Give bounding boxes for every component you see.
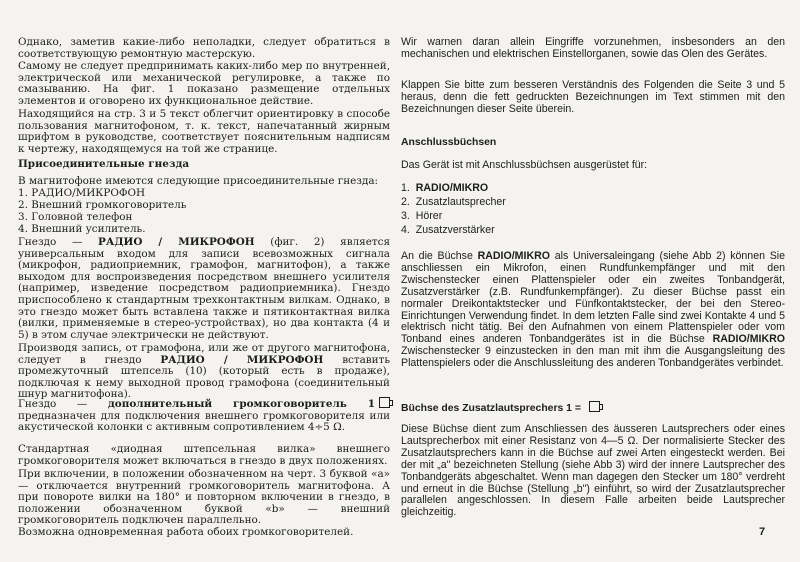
speaker-socket-icon bbox=[589, 401, 600, 412]
speaker-socket-icon bbox=[379, 397, 390, 408]
ru-heading-connectors: Присоединительные гнезда bbox=[18, 158, 190, 170]
de-list-label: Zusatzlautsprecher bbox=[415, 196, 506, 208]
de-p4-bold: RADIO/MIKRO bbox=[477, 250, 550, 262]
de-list-num: 4. bbox=[401, 224, 410, 236]
de-p4-bold-2: RADIO/MIKRO bbox=[712, 333, 785, 346]
de-list-label: Zusatzverstärker bbox=[415, 224, 495, 236]
ru-p7-rest: предназначен для подключения внешнего громкоговорителя или акустической колонки с активным сопротивлением 4÷5 Ω. bbox=[18, 409, 390, 434]
de-list-num: 1. bbox=[401, 182, 410, 194]
de-p4-mid: als Universaleingang (siehe Abb 2) können Sie anschliessen ein Mikrofon, einen Rundfunkempfänger und mit den Zwischenstecker einen Plattenspieler oder ein zweites Tonbandgerät, Zusatzverstärker (z.B. Rundfunkempfänger). Zu dieser Büchse passt ein normaler Dreikontaktstecker und Fünfkontaktstecker, der bei den Stereo-Einrichtungen Verwendung findet. In dem letzten Falle sind zwei Kontakte 4 und 5 elektrisch nicht tätig. Bei den Aufnahmen von einem Plattenspieler oder vom Tonband eines anderen Tonbandgerätes ist in die Büchse bbox=[401, 250, 786, 346]
ru-p5-lead: Гнездо — bbox=[18, 236, 99, 248]
ru-paragraph-1: Однако, заметив какие-либо неполадки, следует обратиться в соответствующую ремонтную мастерскую. bbox=[18, 36, 390, 60]
ru-paragraph-7 bbox=[18, 397, 390, 434]
ru-paragraph-10: Возможна одновременная работа обоих громкоговорителей. bbox=[18, 526, 354, 538]
de-paragraph-4 bbox=[401, 251, 785, 370]
ru-p6-rest: вставить промежуточный штепсель (10) (который есть в продаже), подключая к нему выходной провод грамофона (соединительный шнур магнитофона). bbox=[18, 353, 390, 401]
de-paragraph-2: Klappen Sie bitte zum besseren Verständnis des Folgenden die Seite 3 und 5 heraus, denn die fett gedruckten Bezeichnungen im Text stimmen mit den Bezeichnungen dieser Seite überein. bbox=[401, 79, 785, 115]
ru-list-item: 3. Головной телефон bbox=[18, 211, 133, 223]
page-number: 7 bbox=[759, 526, 766, 538]
de-heading-connectors: Anschlussbüchsen bbox=[401, 137, 497, 148]
ru-p5-rest: (фиг. 2) является универсальным входом для записи всевозможных сигнала (микрофон, радиоприемник, грамофон, магнитофон), а также выходом для воспроизведения посредством внешнего усилителя (например, изведение посредством радиоприемника). Гнездо приспособлено к стандартным трехконтактным вилкам. Однако, в это гнездо может быть вставлена также и пятиконтактная вилка (вилки, применяемые в стерео-устройствах), но два контакта (4 и 5) в этом случае электрически не действуют. bbox=[18, 236, 391, 341]
de-list-item bbox=[401, 225, 495, 237]
ru-paragraph-9: При включении, в положении обозначенном на черт. 3 буквой «а» — отключается внутренний громкоговоритель магнитофона. А при повороте вилки на 180° и повторном включении в гнездо, в положении обозначенном буквой «b» — внешний громкоговоритель подключен параллельно. bbox=[18, 468, 390, 527]
de-heading-speaker-text: Büchse des Zusatzlautsprechers 1 = bbox=[401, 403, 581, 414]
de-paragraph-5: Diese Büchse dient zum Anschliessen des äusseren Lautsprechers oder eines Lautsprecherbox mit einer Resistanz von 4—5 Ω. Der normalisierte Stecker des Zusatzlautsprechers kann in die Büchse auf zwei Arten eingesteckt werden. Bei der mit „a" bezeichneten Stellung (siehe Abb 3) wird der innere Lautsprecher des Tonbandgeräts abgeschaltet. Wenn man dagegen den Stecker um 180° verdreht und erneut in die Büchse (Stellung „b") einführt, so wird der Zusatzlautsprecher parallelen angeschlossen. In diesem Falle arbeiten beide Lautsprecher gleichzeitig. bbox=[401, 423, 785, 519]
ru-list-item: 4. Внешний усилитель. bbox=[18, 223, 146, 235]
de-list-item bbox=[401, 183, 488, 195]
de-paragraph-1: Wir warnen daran allein Eingriffe vorzunehmen, insbesonders an den mechanischen und elektrischen Einstellorganen, sowie das Olen des Gerätes. bbox=[401, 36, 785, 60]
de-list-label: Hörer bbox=[415, 210, 443, 222]
ru-paragraph-8: Стандартная «диодная штепсельная вилка» внешнего громкоговорителя может включаться в гнездо в двух положениях. bbox=[18, 443, 390, 467]
ru-p6-lead: Производя запись, от грамофона, или же от другого магнитофона, следует в гнездо bbox=[18, 342, 390, 366]
ru-p7-bold: дополнительный громкоговоритель 1 bbox=[107, 398, 375, 410]
de-list-num: 2. bbox=[401, 196, 410, 208]
ru-paragraph-4: В магнитофоне имеются следующие присоединительные гнезда: bbox=[18, 175, 379, 187]
ru-list-item: 2. Внешний громкоговоритель bbox=[18, 199, 187, 211]
ru-p5-bold: РАДИО / МИКРОФОН bbox=[98, 236, 255, 248]
de-list-num: 3. bbox=[401, 210, 410, 222]
ru-list-item: 1. РАДИО/МИКРОФОН bbox=[18, 187, 146, 199]
de-p4-rest: Zwischenstecker 9 einzustecken in den man mit ihm die Ausgangsleitung des Plattenspielers oder die Anschlussleitung des anderen Tonbandgerätes verbindet. bbox=[401, 345, 785, 370]
de-list-label: RADIO/MIKRO bbox=[415, 182, 489, 194]
ru-paragraph-5 bbox=[18, 237, 390, 341]
ru-paragraph-3: Находящийся на стр. 3 и 5 текст облегчит ориентировку в способе пользования магнитофоном, т. к. текст, напечатанный жирным шрифтом в руководстве, соответствует пояснительным надписям к чертежу, находящемуся на той же странице. bbox=[18, 108, 390, 155]
ru-paragraph-6 bbox=[18, 343, 390, 401]
ru-paragraph-2: Самому не следует предпринимать каких-либо мер по внутренней, электрической или механической регулировке, а также по смазыванию. На фиг. 1 показано размещение отдельных элементов и оговорено их функциональное действие. bbox=[18, 60, 390, 107]
de-list-item bbox=[401, 211, 442, 223]
ru-p6-bold: РАДИО / МИКРОФОН bbox=[160, 353, 324, 366]
ru-p7-lead: Гнездо — bbox=[18, 398, 108, 410]
de-p4-lead: An die Büchse bbox=[401, 250, 478, 262]
de-list-item bbox=[401, 197, 506, 209]
de-paragraph-3: Das Gerät ist mit Anschlussbüchsen ausgerüstet für: bbox=[401, 159, 648, 171]
de-heading-speaker-socket bbox=[401, 401, 600, 415]
